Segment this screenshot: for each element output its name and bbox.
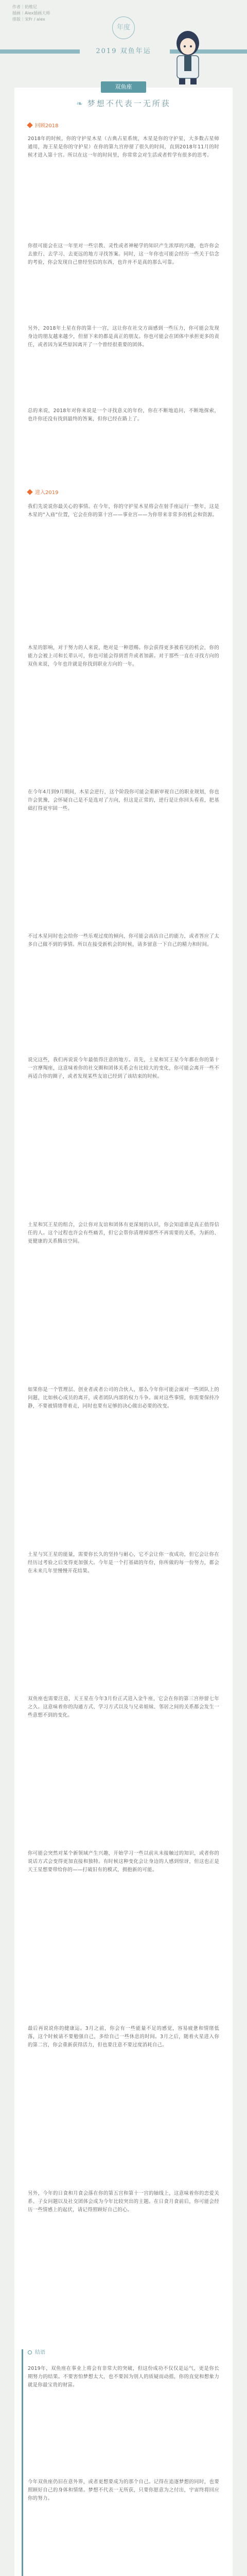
diamond-icon [27,122,32,128]
leaf-icon: ❧ [76,99,84,108]
paragraph: 双鱼座也需要注意，天王星在今年3月份正式进入金牛座，它会在你的第三宫停留七年之久。这意味着你的沟通方式、学习方式以及与兄弟姐妹、邻居之间的关系都会发生一些意想不到的变化。 [28,1696,219,1718]
paragraph: 另外，今年的日食和月食会落在你的第五宫和第十一宫的轴线上，这意味着你的恋爱关系、子女问题以及社交团体会成为今年比较突出的主题。在日食月食前后，你可能会经历一些情感上的起伏，请记得照顾好自己的心。 [28,2191,219,2213]
paragraph: 另外，2018年土星在你的第十一宫，这让你在社交方面感到一些压力，你可能会发现身边的朋友越来越少，但留下来的都是真正的朋友。你也可能会在团体中承担更多的责任，或者因为某些原因离开了一个曾经很重要的团体。 [28,326,219,348]
character-illustration [170,29,206,86]
section-heading-label: 回顾2018 [35,123,59,129]
section-heading-review [28,123,58,130]
paragraph: 你很可能会在这一年里对一些宗教、灵性或者神秘学的知识产生浓厚的兴趣，也许你会去旅行、去学习、去更远的地方寻找答案。同时，这一年你也可能会经历一些关于信念的考验，你会发现自己曾经坚信的东西，也许并不是真的那么可靠。 [28,243,219,265]
sign-tag: 双鱼座 [101,81,146,93]
article-title: 梦想不代表一无所获 [87,99,171,108]
paragraph: 说完这些，我们再说说今年最值得注意的地方。首先，土星和冥王星今年都在你的第十一宫摩羯座，这意味着你的社交圈和团体关系会有比较大的变化，你可能会离开一些不再适合你的圈子，或者发现某些友谊已经到了该结束的时候。 [28,1057,219,1079]
paragraph: 木星的影响，对于努力的人来说，绝对是一种恩赐。你会获得更多被看见的机会，你的能力会被上司和长辈认可，你也可能会得到晋升或者加薪。对于那些一直在寻找方向的双鱼来说，今年也许就是你找到职业方向的一年。 [28,645,219,667]
quote-bar [22,2349,23,2576]
paragraph: 不过木星同时也会给你一些乐观过度的倾向，你可能会高估自己的能力，或者答应了太多自己做不到的事情。所以在接受新机会的时候，请多留意一下自己的精力和时间。 [28,934,219,947]
stripe-left [0,49,80,54]
year-badge: 年度 [112,16,135,39]
paragraph: 2019年，双鱼座在事业上将会有非常大的突破，但这份成功不仅仅是运气，更是你长期努力的结果。不要害怕梦想太大，也不要因为别人的质疑而动摇，你的直觉和想象力就是你最宝贵的财富。 [28,2366,219,2388]
credit-illustrator: 插画｜Alex插画大师 [12,11,50,15]
article-title-row [14,98,233,109]
article-card [14,83,233,2576]
paragraph: 最后再说说你的健康运。3月之前，你会有一些能量不足的感觉，容易疲惫和情绪低落，这个时候请不要勉强自己，多给自己一些休息的时间。3月之后，随着火星进入你的第二宫，你会重新获得活力，但也要注意不要过度消耗自己。 [28,2026,219,2048]
paragraph: 我们先说说你最关心的事情。在今年，你的守护星木星将会在射手座运行一整年，这是木星的“入庙”位置，它会在你的第十宫——事业宫——为你带来非常多的机会和资源。 [28,504,219,518]
section-heading-label: 结语 [35,2350,45,2355]
paragraph: 土星与冥王星的能量，需要你长久的坚持与耐心，它不会让你一夜成功，但它会让你在经历过考验之后变得更加强大。今年是一个打基础的年份，你所做的每一份努力，都会在未来几年里慢慢开花结果。 [28,1552,219,1574]
paragraph: 今年双鱼座仍旧在意外界，或者更想要成为的那个自己。记得在追逐梦想的同时，也要照顾好自己的身体和情绪。梦想不代表一无所获，只要你愿意为之付出，宇宙终将回应你的努力。 [28,2479,219,2501]
section-heading-label: 进入2019 [35,490,59,496]
section-heading-ending [28,2349,45,2357]
header-banner [0,15,247,83]
banner-title: 2019 双鱼年运 [96,47,151,55]
paragraph: 总的来说，2018年对你来说是一个寻找意义的年份，你在不断地追问，不断地探索，也许你还没有找到最终的答案，但你已经在路上了。 [28,408,219,422]
diamond-icon [27,489,32,495]
paragraph: 土星和冥王星的组合，会让你对友谊和团体有更深刻的认识，你会知道谁是真正值得信任的人。这个过程也许会有些痛苦，但它会帮你清理掉那些不再需要的关系，为新的、更健康的关系腾出空间。 [28,1222,219,1244]
paragraph: 在今年4月到9月期间，木星会逆行，这个阶段你可能会重新审视自己的职业规划，你也许会犹豫，会怀疑自己是不是选对了方向，但这是正常的，逆行是让你回头看看，把基础打得更牢固一些。 [28,789,219,811]
credit-author: 作者｜奶维尼 [12,5,37,9]
circle-icon [28,2350,32,2354]
paragraph: 你可能会突然对某个新领域产生兴趣，开始学习一些以前从未接触过的知识，或者你的说话方式会变得更加直接和独特。有时候这种变化会让身边的人感到惊讶，但这也正是天王星想要带给你的——打破旧有的模式，拥抱新的可能。 [28,1851,219,1873]
section-heading-2019 [28,489,58,497]
paragraph: 2018年的时候，你的守护星木星（古典占星系统，木星是你的守护星，大多数占星师通用，海王星是你的守护星）在你的第九宫停留了很久的时间，直到2018年11月的时候才进入第十宫。所以在这一年的时间里，你常常会对生活或者哲学有很多的思考。 [28,136,219,158]
credit-layout: 排版｜宋Fr / alex [12,17,45,22]
paragraph: 如果你是一个管理层、创业者或者公司的合伙人，那么今年你可能会面对一些团队上的问题，比如核心成员的离开，或者团队内部的权力斗争。面对这些事情，你需要保持冷静，不要被情绪带着走，同时也要有足够的决心做出必要的改变。 [28,1387,219,1409]
